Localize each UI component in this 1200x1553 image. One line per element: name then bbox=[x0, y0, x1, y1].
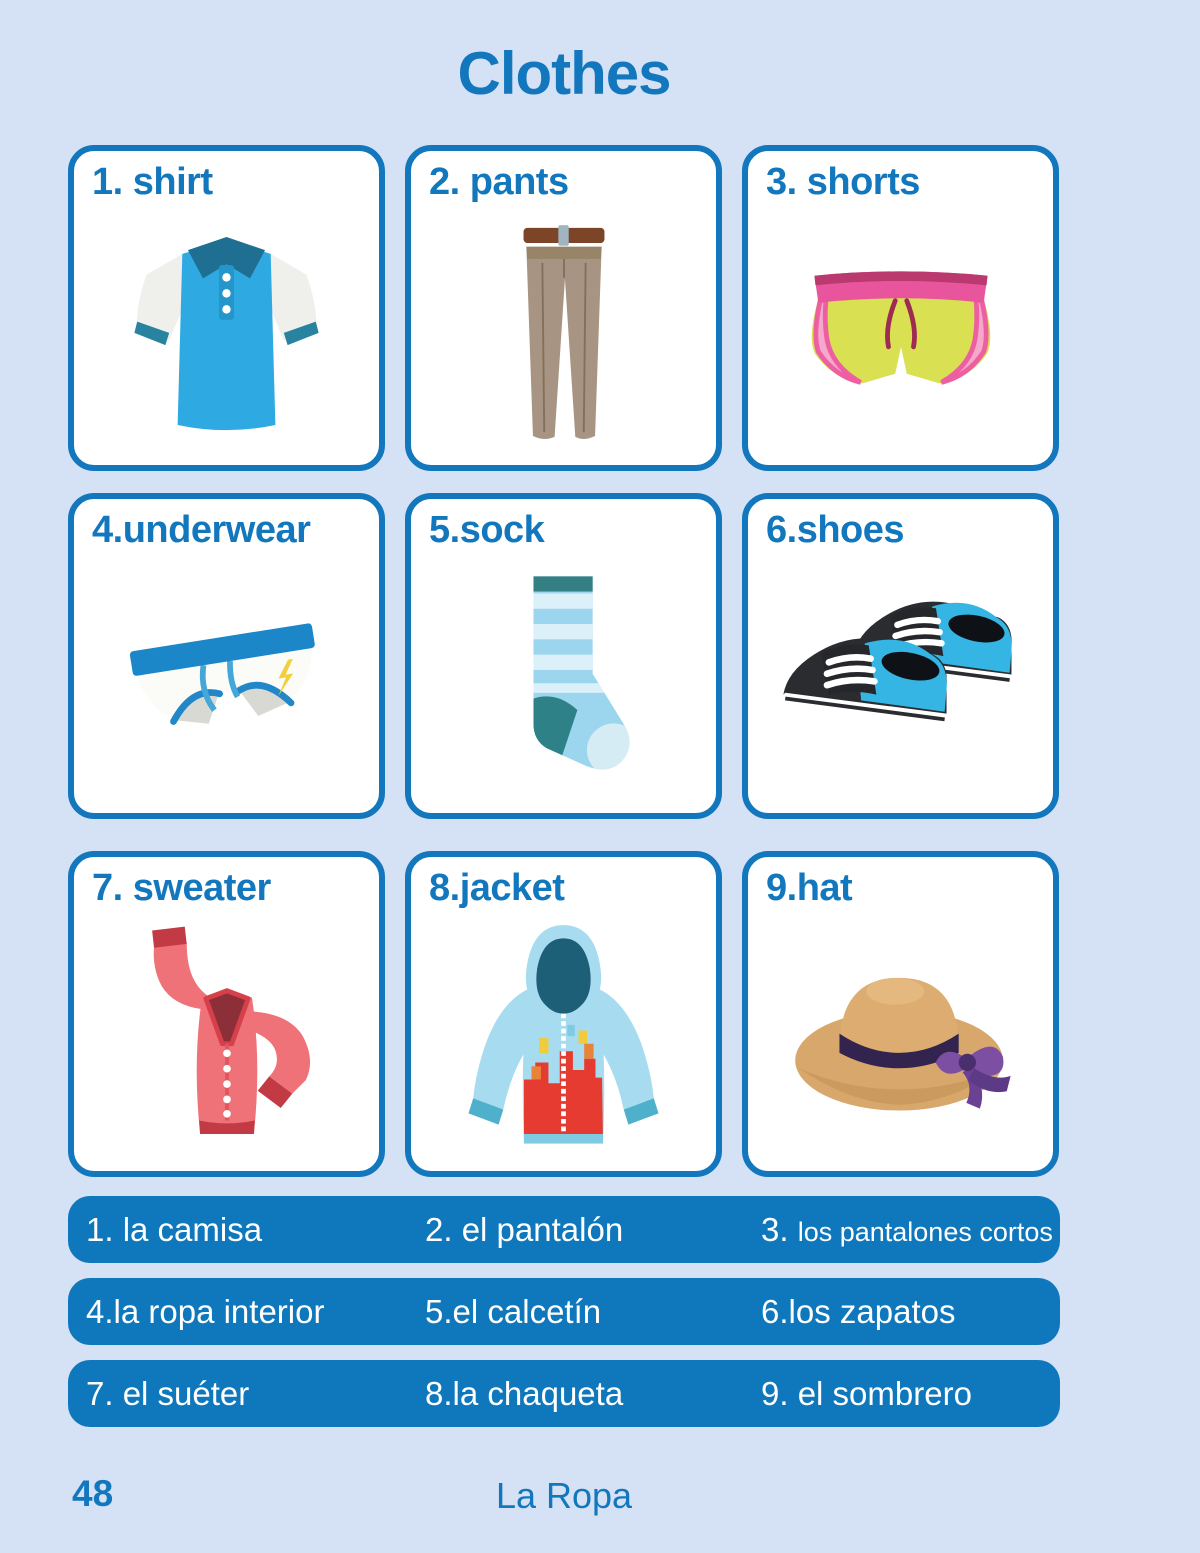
translation-bar-3 bbox=[68, 1360, 1060, 1427]
translation-camisa bbox=[68, 1211, 405, 1249]
card-word: pants bbox=[469, 161, 569, 203]
card-number: 4. bbox=[92, 509, 123, 551]
translation-number: 9. bbox=[761, 1374, 798, 1412]
card-underwear bbox=[68, 493, 385, 819]
card-word: shoes bbox=[796, 509, 905, 551]
sock-illustration bbox=[478, 559, 650, 798]
card-pants bbox=[405, 145, 722, 471]
pants-illustration bbox=[484, 208, 644, 453]
translation-text: la ropa interior bbox=[113, 1292, 325, 1330]
translation-ropa-interior bbox=[68, 1293, 405, 1331]
page-footer bbox=[68, 1473, 1060, 1517]
translation-text: el sombrero bbox=[797, 1374, 972, 1412]
card-shoes bbox=[742, 493, 1059, 819]
page-number: 48 bbox=[72, 1473, 114, 1514]
underwear-illustration bbox=[102, 583, 352, 775]
card-word: sweater bbox=[132, 867, 271, 909]
card-label bbox=[74, 857, 379, 910]
card-word: underwear bbox=[122, 509, 311, 551]
translation-number: 3. bbox=[761, 1210, 798, 1248]
card-jacket bbox=[405, 851, 722, 1177]
card-number: 1. bbox=[92, 161, 133, 203]
translation-pantalones-cortos bbox=[740, 1211, 1060, 1249]
translation-chaqueta bbox=[405, 1375, 740, 1413]
translation-text: el pantalón bbox=[461, 1210, 624, 1248]
translation-number: 1. bbox=[86, 1210, 123, 1248]
card-art bbox=[411, 552, 716, 813]
shorts-illustration bbox=[776, 239, 1026, 422]
card-number: 9. bbox=[766, 867, 797, 909]
card-label bbox=[411, 499, 716, 552]
card-label bbox=[748, 151, 1053, 204]
hat-illustration bbox=[776, 945, 1026, 1128]
card-art bbox=[74, 204, 379, 465]
translation-number: 8. bbox=[425, 1374, 453, 1412]
card-word: hat bbox=[796, 867, 853, 909]
card-word: sock bbox=[459, 509, 545, 551]
translation-zapatos bbox=[740, 1293, 1060, 1331]
translation-text: el calcetín bbox=[452, 1292, 602, 1330]
jacket-illustration bbox=[441, 912, 686, 1166]
card-label bbox=[748, 857, 1053, 910]
card-label bbox=[74, 151, 379, 204]
card-grid bbox=[68, 145, 1060, 1427]
translation-number: 2. bbox=[425, 1210, 462, 1248]
translation-bar-2 bbox=[68, 1278, 1060, 1345]
card-number: 7. bbox=[92, 867, 133, 909]
card-word: jacket bbox=[459, 867, 565, 909]
footer-title: La Ropa bbox=[495, 1475, 633, 1516]
sweater-illustration bbox=[102, 917, 352, 1157]
card-row-2 bbox=[68, 493, 1060, 819]
card-art bbox=[411, 910, 716, 1176]
card-label bbox=[411, 151, 716, 204]
card-number: 6. bbox=[766, 509, 797, 551]
translation-sombrero bbox=[740, 1375, 1060, 1413]
card-art bbox=[748, 910, 1053, 1171]
translation-text: la camisa bbox=[122, 1210, 263, 1248]
card-word: shirt bbox=[132, 161, 213, 203]
card-row-1 bbox=[68, 145, 1060, 471]
card-art bbox=[74, 552, 379, 813]
sneakers-illustration bbox=[768, 577, 1034, 781]
card-sock bbox=[405, 493, 722, 819]
translation-number: 5. bbox=[425, 1292, 453, 1330]
card-label bbox=[748, 499, 1053, 552]
card-art bbox=[748, 204, 1053, 465]
translation-bar-1 bbox=[68, 1196, 1060, 1263]
card-number: 8. bbox=[429, 867, 460, 909]
polo-shirt-illustration bbox=[109, 220, 344, 441]
translation-text: los zapatos bbox=[788, 1292, 956, 1330]
translation-number: 7. bbox=[86, 1374, 123, 1412]
card-art bbox=[411, 204, 716, 465]
translation-text: los pantalones cortos bbox=[797, 1216, 1053, 1247]
card-number: 2. bbox=[429, 161, 470, 203]
card-row-3 bbox=[68, 851, 1060, 1177]
translation-number: 4. bbox=[86, 1292, 114, 1330]
card-label bbox=[74, 499, 379, 552]
translation-pantalon bbox=[405, 1211, 740, 1249]
translation-text: la chaqueta bbox=[452, 1374, 624, 1412]
card-number: 5. bbox=[429, 509, 460, 551]
page-title: Clothes bbox=[457, 40, 671, 107]
card-hat bbox=[742, 851, 1059, 1177]
translation-bars bbox=[68, 1196, 1060, 1427]
card-number: 3. bbox=[766, 161, 807, 203]
card-label bbox=[411, 857, 716, 910]
translation-calcetin bbox=[405, 1293, 740, 1331]
card-word: shorts bbox=[806, 161, 920, 203]
translation-number: 6. bbox=[761, 1292, 789, 1330]
card-shorts bbox=[742, 145, 1059, 471]
card-art bbox=[748, 552, 1053, 813]
card-art bbox=[74, 910, 379, 1171]
translation-text: el suéter bbox=[122, 1374, 250, 1412]
card-sweater bbox=[68, 851, 385, 1177]
card-shirt bbox=[68, 145, 385, 471]
translation-sueter bbox=[68, 1375, 405, 1413]
